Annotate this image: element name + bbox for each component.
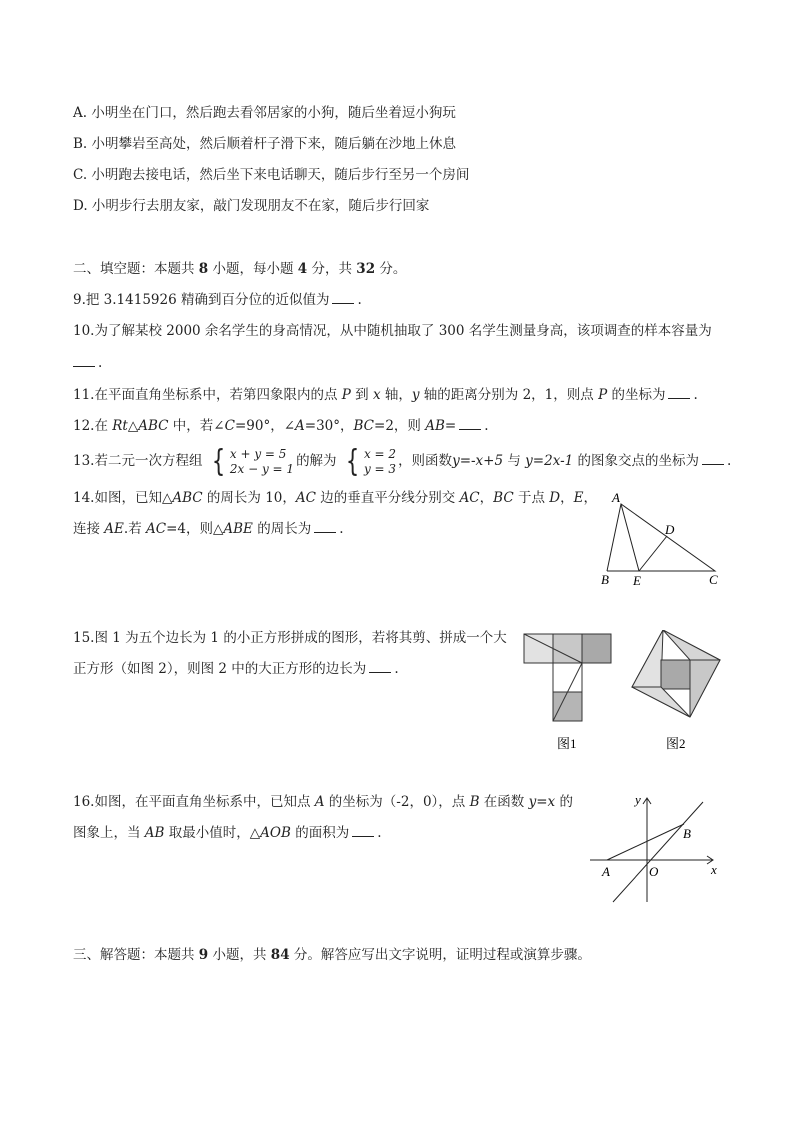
label-x: x (711, 862, 717, 877)
label-d: D (665, 522, 675, 537)
label-b: B (683, 826, 691, 841)
label-e: E (633, 573, 641, 588)
question-9: 9.把 3.1415926 精确到百分位的近似值为 . (73, 292, 362, 308)
option-a: A. 小明坐在门口，然后跑去看邻居家的小狗，随后坐着逗小狗玩 (73, 105, 456, 121)
segment-ae (621, 504, 639, 571)
question-15: 15.图 1 为五个边长为 1 的小正方形拼成的图形，若将其剪、拼成一个大 (73, 630, 507, 646)
question-14-cont: 连接 AE.若 AC=4，则△ABE 的周长为 . (73, 521, 344, 537)
answer-blank[interactable] (459, 417, 481, 430)
answer-blank[interactable] (73, 354, 95, 367)
question-13: 13.若二元一次方程组 { x + y = 5 2x − y = 1 的解为 { x = 2 y = 3 ，则函数y=-x+5 与 y=2x-1 的图象交点的坐标为 . (73, 443, 732, 479)
question-14: 14.如图，已知△ABC 的周长为 10，AC 边的垂直平分线分别交 AC，BC 于点 D，E， (73, 490, 597, 506)
label-c: C (709, 572, 718, 587)
figure-2-caption: 图2 (666, 736, 686, 751)
answer-blank[interactable] (332, 291, 354, 304)
question-10: 10.为了解某校 2000 余名学生的身高情况，从中随机抽取了 300 名学生测量身高，该项调查的样本容量为 (73, 323, 712, 339)
question-12: 12.在 Rt△ABC 中，若∠C=90°，∠A=30°，BC=2，则 AB= . (73, 418, 489, 434)
option-d: D. 小明步行去朋友家，敲门发现朋友不在家，随后步行回家 (73, 198, 430, 214)
answer-blank[interactable] (369, 660, 391, 673)
question-16-cont: 图象上，当 AB 取最小值时，△AOB 的面积为 . (73, 825, 382, 841)
section-2-heading: 二、填空题：本题共 8 小题，每小题 4 分，共 32 分。 (73, 261, 407, 277)
section-3-heading: 三、解答题：本题共 9 小题，共 84 分。解答应写出文字说明，证明过程或演算步骤。 (73, 947, 591, 963)
segment-de (639, 536, 667, 571)
solution-system: { x = 2 y = 3 (345, 443, 397, 479)
question-16: 16.如图，在平面直角坐标系中，已知点 A 的坐标为（-2，0），点 B 在函数 y=x 的 (73, 794, 573, 810)
answer-blank[interactable] (314, 520, 336, 533)
answer-blank[interactable] (352, 824, 374, 837)
answer-blank[interactable] (668, 386, 690, 399)
label-y: y (635, 792, 641, 807)
option-b: B. 小明攀岩至高处，然后顺着杆子滑下来，随后躺在沙地上休息 (73, 136, 457, 152)
label-a: A (602, 864, 610, 879)
equation-system: { x + y = 5 2x − y = 1 (211, 443, 295, 479)
squares-figure (520, 630, 730, 758)
answer-blank[interactable] (702, 452, 724, 465)
question-10-cont: . (73, 354, 102, 372)
figure-1-caption: 图1 (557, 736, 577, 751)
label-a: A (612, 490, 620, 505)
label-b: B (601, 572, 609, 587)
option-c: C. 小明跑去接电话，然后坐下来电话聊天，随后步行至另一个房间 (73, 167, 470, 183)
coordinate-figure (585, 790, 725, 908)
segment-ab (607, 824, 684, 860)
line-y-equals-x (613, 802, 703, 902)
question-11: 11.在平面直角坐标系中，若第四象限内的点 P 到 x 轴，y 轴的距离分别为 2，1，则点 P 的坐标为 . (73, 387, 698, 403)
label-o: O (649, 864, 659, 879)
triangle-figure (595, 488, 725, 590)
question-15-cont: 正方形（如图 2），则图 2 中的大正方形的边长为 . (73, 661, 399, 677)
